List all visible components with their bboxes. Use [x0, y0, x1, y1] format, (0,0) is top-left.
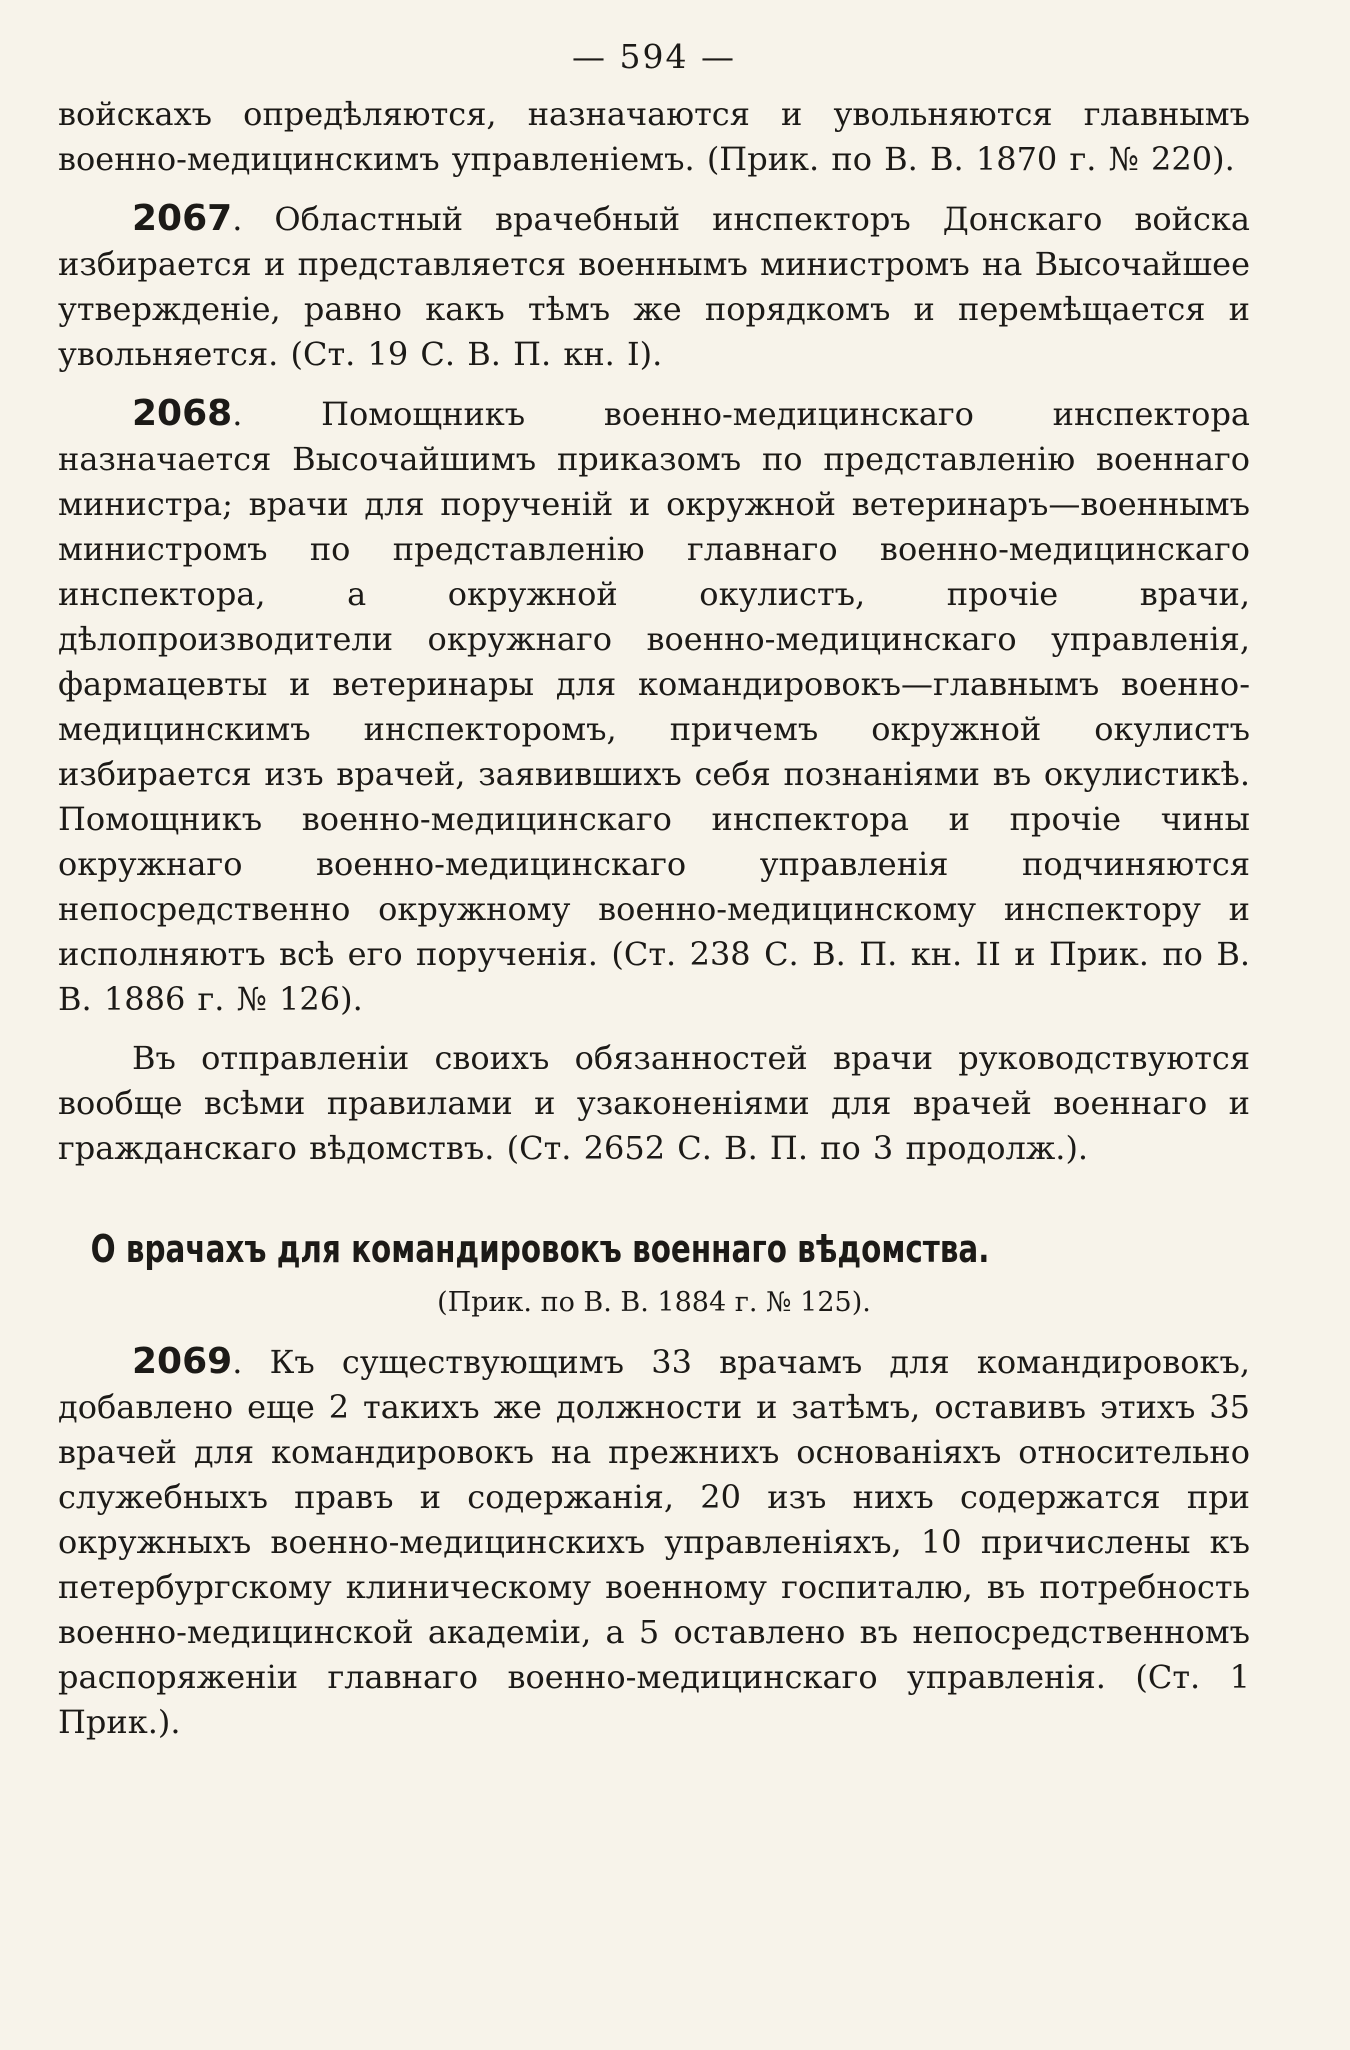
article-number: 2068 — [132, 393, 233, 434]
article-number: 2069 — [132, 1341, 233, 1382]
paragraph-continuation — [58, 92, 1250, 182]
article-text: . Къ существующимъ 33 врачамъ для командировокъ, добавлено еще 2 такихъ же должности и затѣмъ, оставивъ этихъ 35 врачей для командировокъ на прежнихъ основаніяхъ относительно служебныхъ правъ и содержанія, 20 изъ нихъ содержатся при окружныхъ военно-медицинскихъ управленіяхъ, 10 причислены къ петербургскому клиническому военному госпиталю, въ потребность военно-медицинской академіи, а 5 оставлено въ непосредственномъ распоряженіи главнаго военно-медицинскаго управленія. (Ст. 1 Прик.). — [58, 1343, 1250, 1741]
article-2069 — [58, 1339, 1250, 1745]
page-number: — 594 — — [572, 37, 736, 76]
book-page — [58, 32, 1250, 1759]
article-number: 2067 — [132, 198, 233, 239]
article-2067 — [58, 196, 1250, 377]
section-heading: О врачахъ для командировокъ военнаго вѣдомства. — [90, 1227, 990, 1271]
paragraph-duties — [58, 1036, 1250, 1171]
section-source-reference: (Прик. по В. В. 1884 г. № 125). — [437, 1287, 871, 1318]
article-text: . Помощникъ военно-медицинскаго инспектора назначается Высочайшимъ приказомъ по представленію военнаго министра; врачи для порученій и окружной ветеринаръ—военнымъ министромъ по представленію главнаго военно-медицинскаго инспектора, а окружной окулистъ, прочіе врачи, дѣлопроизводители окружнаго военно-медицинскаго управленія, фармацевты и ветеринары для командировокъ—главнымъ военно-медицинскимъ инспекторомъ, причемъ окружной окулистъ избирается изъ врачей, заявившихъ себя познаніями въ окулистикѣ. Помощникъ военно-медицинскаго инспектора и прочіе чины окружнаго военно-медицинскаго управленія подчиняются непосредственно окружному военно-медицинскому инспектору и исполняютъ всѣ его порученія. (Ст. 238 С. В. П. кн. II и Прик. по В. В. 1886 г. № 126). — [58, 395, 1250, 1018]
article-2068 — [58, 391, 1250, 1022]
paragraph-text: войскахъ опредѣляются, назначаются и увольняются главнымъ военно-медицинскимъ управленіемъ. (Прик. по В. В. 1870 г. № 220). — [58, 95, 1250, 178]
paragraph-text: Въ отправленіи своихъ обязанностей врачи руководствуются вообще всѣми правилами и узаконеніями для врачей военнаго и гражданскаго вѣдомствъ. (Ст. 2652 С. В. П. по 3 продолж.). — [58, 1039, 1250, 1167]
article-text: . Областный врачебный инспекторъ Донскаго войска избирается и представляется военнымъ министромъ на Высочайшее утвержденіе, равно какъ тѣмъ же порядкомъ и перемѣщается и увольняется. (Ст. 19 С. В. П. кн. I). — [58, 200, 1250, 373]
